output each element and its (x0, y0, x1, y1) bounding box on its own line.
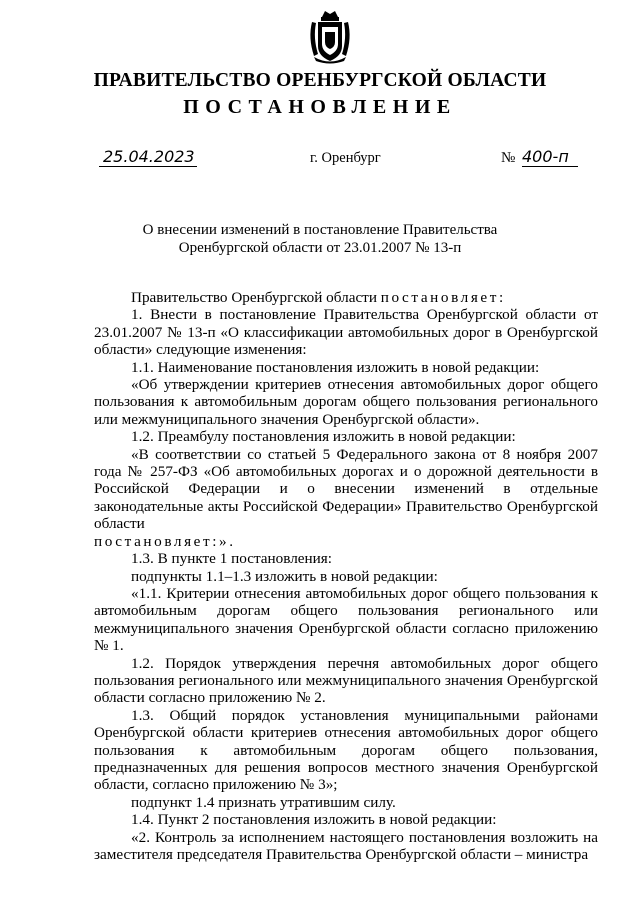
document-subject (0, 221, 640, 257)
paragraph-1-1: 1.1. Наименование постановления изложить в новой редакции: (131, 358, 540, 376)
quote-preamble-text: «В соответствии со статьей 5 Федерального закона от 8 ноября 2007 года № 257-ФЗ «Об автомобильных дорогах и о дорожной деятельности в Российской Федерации и о внесении изменений в отдельные законодательные акты Российской Федерации» Правительство Оренбургской области (94, 445, 598, 533)
document-date: 25.04.2023 (99, 148, 197, 167)
document-body (94, 289, 598, 863)
preamble-resolves: постановляет: (380, 289, 506, 306)
paragraph-1-4: 1.4. Пункт 2 постановления изложить в новой редакции: (131, 811, 497, 829)
number-label: № (501, 150, 516, 166)
paragraph-quote-title: «Об утверждении критериев отнесения автомобильных дорог общего пользования к автомобильным дорогам общего пользования регионального или межмуниципального значения Оренбургской области». (94, 376, 598, 428)
paragraph-1-4-void: подпункт 1.4 признать утратившим силу. (131, 793, 396, 811)
subject-line-2: Оренбургской области от 23.01.2007 № 13-п (178, 240, 462, 256)
paragraph-quote-1-3: 1.3. Общий порядок установления муниципальными районами Оренбургской области критериев отнесения автомобильных дорог общего пользования к автомобильным дорогам общего пользования, предназначенных для решения вопросов местного значения Оренбургской области, согласно приложению № 3»; (94, 706, 598, 794)
paragraph-quote-2: «2. Контроль за исполнением настоящего постановления возложить на заместителя председателя Правительства Оренбургской области – министра (94, 828, 598, 863)
subject-line-1: О внесении изменений в постановление Правительства (142, 222, 498, 238)
paragraph-quote-resolves (94, 533, 598, 550)
paragraph-quote-1-1: «1.1. Критерии отнесения автомобильных дорог общего пользования к автомобильным дорогам общего пользования регионального или межмуниципального значения Оренбургской области согласно приложению № 1. (94, 584, 598, 655)
paragraph-subitems: подпункты 1.1–1.3 изложить в новой редакции: (131, 567, 438, 585)
paragraph-quote-preamble (94, 446, 598, 533)
paragraph-1: 1. Внести в постановление Правительства Оренбургской области от 23.01.2007 № 13-п «О классификации автомобильных дорог в Оренбургской области» следующие изменения: (94, 306, 598, 359)
government-title: ПРАВИТЕЛЬСТВО ОРЕНБУРГСКОЙ ОБЛАСТИ (93, 70, 547, 91)
document-number: 400-п (522, 148, 578, 167)
coat-of-arms-icon (300, 8, 360, 66)
preamble (94, 289, 598, 306)
paragraph-1-2: 1.2. Преамбулу постановления изложить в новой редакции: (131, 428, 516, 446)
quote-resolves: постановляет:». (94, 532, 236, 550)
paragraph-1-3: 1.3. В пункте 1 постановления: (131, 550, 332, 568)
document-city: г. Оренбург (310, 150, 381, 166)
document-type: ПОСТАНОВЛЕНИЕ (183, 96, 457, 118)
preamble-text: Правительство Оренбургской области (131, 289, 377, 306)
paragraph-quote-1-2: 1.2. Порядок утверждения перечня автомобильных дорог общего пользования регионального или межмуниципального значения Оренбургской области согласно приложению № 2. (94, 654, 598, 707)
